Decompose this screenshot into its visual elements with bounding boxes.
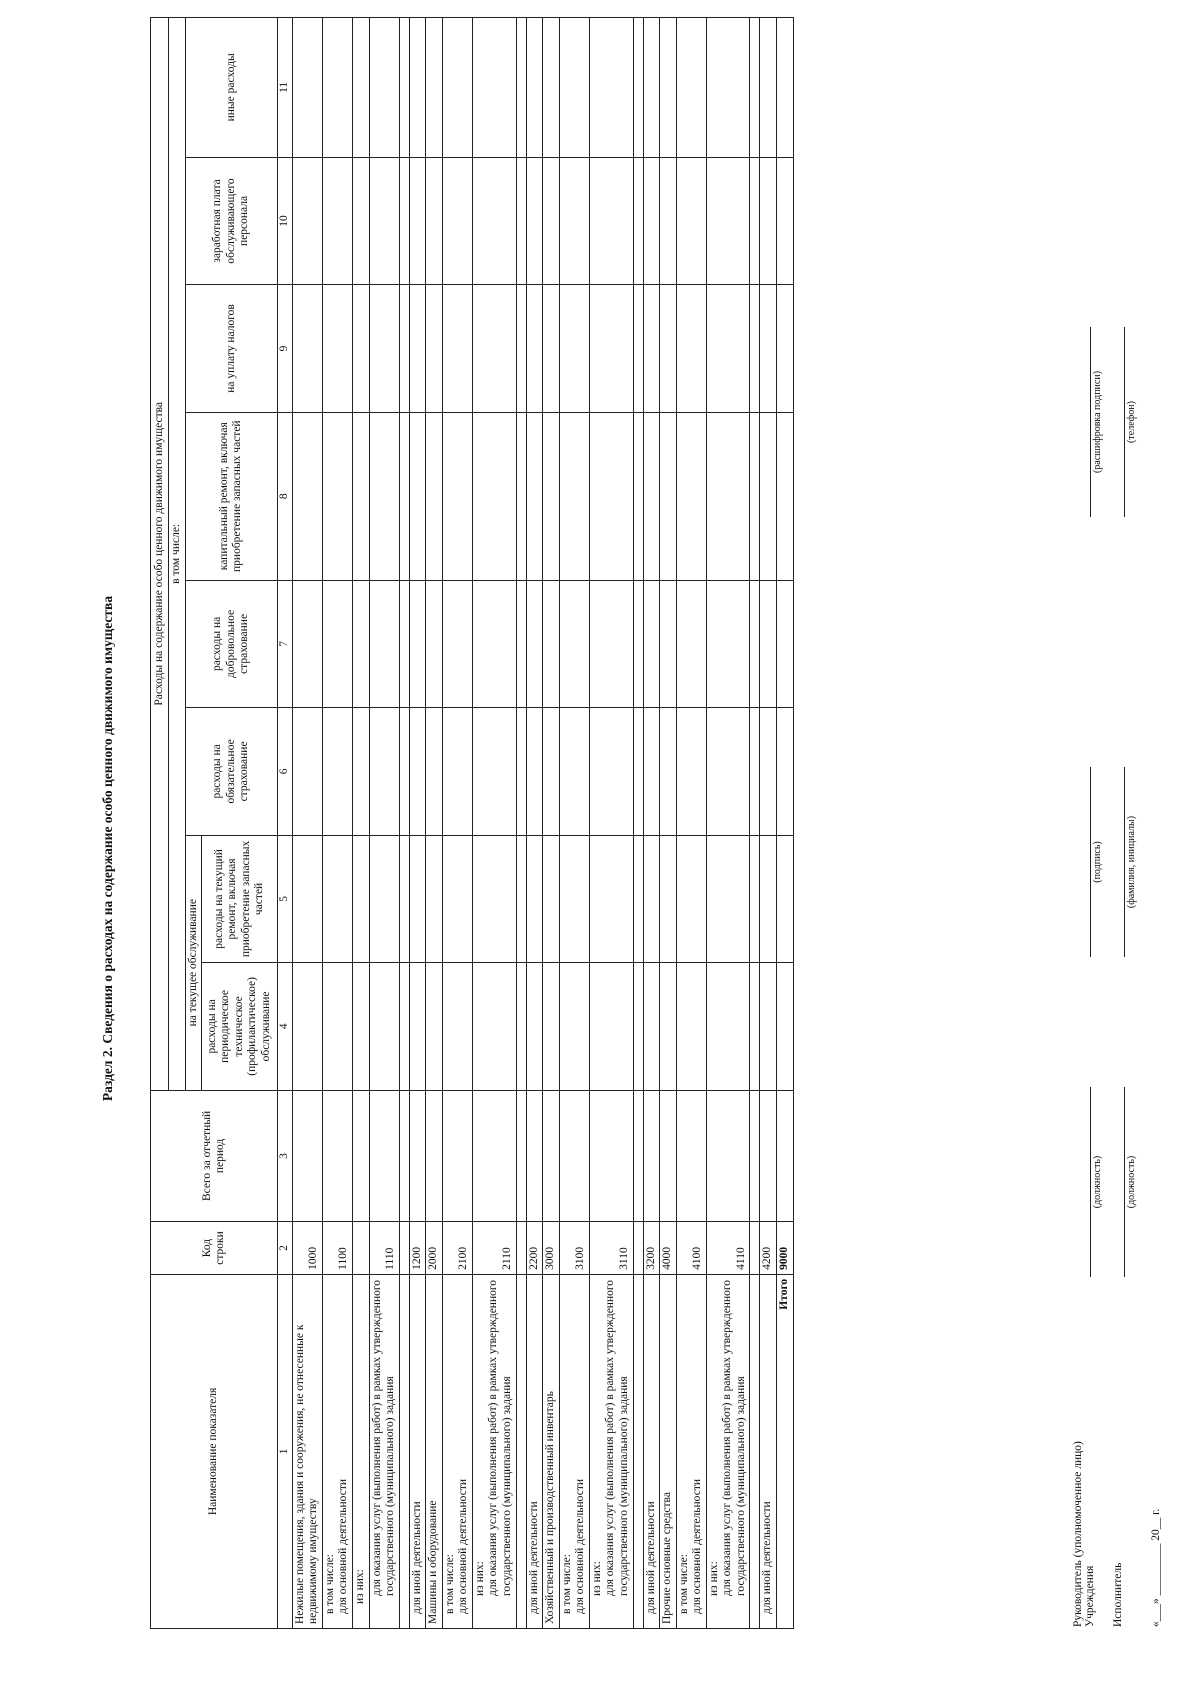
value-cell[interactable] [426,580,443,708]
row-code: 4100 [676,1222,706,1275]
value-cell[interactable] [676,963,706,1091]
value-cell[interactable] [369,963,399,1091]
header-group: Расходы на содержание особо ценного движимого имущества [151,18,169,1091]
value-cell[interactable] [660,580,677,708]
row-label: Хозяйственный и производственный инвентарь [543,1274,560,1628]
value-cell[interactable] [633,580,643,708]
value-cell[interactable] [777,580,794,708]
value-cell[interactable] [399,412,409,580]
row-code: 1110 [369,1222,399,1275]
table-row [706,18,750,1629]
table-row [760,18,777,1629]
value-cell[interactable] [526,285,543,413]
executor-name-caption: (фамилия, инициалы) [1126,815,1137,909]
value-cell[interactable] [426,157,443,285]
value-cell[interactable] [660,963,677,1091]
row-label: для иной деятельности [760,1274,777,1628]
table-row [472,18,516,1629]
value-cell[interactable] [526,963,543,1091]
value-cell[interactable] [426,1090,443,1222]
value-cell[interactable] [633,963,643,1091]
value-cell[interactable] [777,285,794,413]
value-cell[interactable] [292,708,322,836]
value-cell[interactable] [750,1090,760,1222]
value-cell[interactable] [369,412,399,580]
value-cell[interactable] [706,157,750,285]
value-cell[interactable] [750,580,760,708]
row-code: 3110 [589,1222,633,1275]
value-cell[interactable] [399,708,409,836]
header-col6: расходы на обязательное страхование [185,708,278,836]
value-cell[interactable] [352,157,369,285]
header-total: Всего за отчетный период [151,1090,278,1222]
value-cell[interactable] [559,963,589,1091]
value-cell[interactable] [442,285,472,413]
value-cell[interactable] [442,963,472,1091]
value-cell[interactable] [409,157,426,285]
header-col5: расходы на текущий ремонт, включая приобретение запасных частей [202,835,278,963]
value-cell[interactable] [777,963,794,1091]
value-cell[interactable] [760,18,777,158]
value-cell[interactable] [426,963,443,1091]
row-label: Нежилые помещения, здания и сооружения, не отнесенные к недвижимому имуществу [292,1274,322,1628]
row-code: 2110 [472,1222,516,1275]
row-label: для иной деятельности [643,1274,660,1628]
value-cell[interactable] [472,285,516,413]
value-cell[interactable] [706,1090,750,1222]
value-cell[interactable] [369,157,399,285]
value-cell[interactable] [409,835,426,963]
row-label: из них: для оказания услуг (выполнения работ) в рамках утвержденного государственного (муниципального) задания [589,1274,633,1628]
head-position-caption: (должность) [1092,1155,1103,1209]
value-cell[interactable] [760,963,777,1091]
value-cell[interactable] [322,412,352,580]
value-cell[interactable] [369,708,399,836]
value-cell[interactable] [559,580,589,708]
table-row [559,18,589,1629]
value-cell[interactable] [643,963,660,1091]
header-name: Наименование показателя [151,1274,278,1628]
value-cell[interactable] [442,835,472,963]
value-cell[interactable] [409,963,426,1091]
value-cell[interactable] [472,963,516,1091]
row-label: Машины и оборудование [426,1274,443,1628]
value-cell[interactable] [409,285,426,413]
value-cell[interactable] [543,18,560,158]
value-cell[interactable] [589,412,633,580]
value-cell[interactable] [543,157,560,285]
value-cell[interactable] [516,285,526,413]
value-cell[interactable] [559,18,589,158]
row-label [750,1274,760,1628]
column-numbers-row: 1 2 3 4 5 6 7 8 9 10 11 [278,18,293,1629]
value-cell[interactable] [543,835,560,963]
value-cell[interactable] [633,285,643,413]
value-cell[interactable] [660,157,677,285]
value-cell[interactable] [706,963,750,1091]
value-cell[interactable] [777,708,794,836]
value-cell[interactable] [352,285,369,413]
table-row [676,18,706,1629]
value-cell[interactable] [352,580,369,708]
table-row [426,18,443,1629]
value-cell[interactable] [442,708,472,836]
executor-position-caption: (должность) [1126,1155,1137,1209]
value-cell[interactable] [559,1090,589,1222]
row-code [516,1222,526,1275]
value-cell[interactable] [706,412,750,580]
row-code: 1000 [292,1222,322,1275]
executor-label: Исполнитель [1112,1562,1124,1627]
row-label [633,1274,643,1628]
value-cell[interactable] [660,1090,677,1222]
value-cell[interactable] [516,18,526,158]
value-cell[interactable] [322,1090,352,1222]
header-col9: на уплату налогов [185,285,278,413]
value-cell[interactable] [643,708,660,836]
value-cell[interactable] [516,708,526,836]
value-cell[interactable] [516,412,526,580]
value-cell[interactable] [643,835,660,963]
value-cell[interactable] [472,835,516,963]
value-cell[interactable] [777,18,794,158]
value-cell[interactable] [322,835,352,963]
header-col10: заработная плата обслуживающего персонала [185,157,278,285]
value-cell[interactable] [399,580,409,708]
value-cell[interactable] [543,963,560,1091]
value-cell[interactable] [633,18,643,158]
value-cell[interactable] [472,412,516,580]
value-cell[interactable] [409,708,426,836]
value-cell[interactable] [676,580,706,708]
value-cell[interactable] [750,835,760,963]
row-code [399,1222,409,1275]
value-cell[interactable] [760,285,777,413]
total-row [777,18,794,1629]
value-cell[interactable] [760,1090,777,1222]
value-cell[interactable] [760,580,777,708]
value-cell[interactable] [706,285,750,413]
value-cell[interactable] [633,708,643,836]
row-code: 3000 [543,1222,560,1275]
value-cell[interactable] [352,708,369,836]
value-cell[interactable] [543,708,560,836]
value-cell[interactable] [676,835,706,963]
value-cell[interactable] [516,1090,526,1222]
value-cell[interactable] [559,835,589,963]
value-cell[interactable] [706,708,750,836]
row-label: для иной деятельности [409,1274,426,1628]
row-code: 2100 [442,1222,472,1275]
value-cell[interactable] [352,412,369,580]
row-label [399,1274,409,1628]
value-cell[interactable] [589,580,633,708]
head-label: Руководитель (уполномоченное лицо) Учреждения [1072,1441,1096,1627]
value-cell[interactable] [633,1090,643,1222]
table-row [442,18,472,1629]
value-cell[interactable] [633,835,643,963]
header-subgroup: в том числе: [169,18,186,1091]
value-cell[interactable] [706,18,750,158]
value-cell[interactable] [442,1090,472,1222]
value-cell[interactable] [526,18,543,158]
row-code: 4000 [660,1222,677,1275]
value-cell[interactable] [526,412,543,580]
value-cell[interactable] [676,18,706,158]
value-cell[interactable] [472,580,516,708]
value-cell[interactable] [676,285,706,413]
value-cell[interactable] [472,18,516,158]
value-cell[interactable] [369,285,399,413]
value-cell[interactable] [643,157,660,285]
value-cell[interactable] [760,157,777,285]
value-cell[interactable] [352,18,369,158]
value-cell[interactable] [777,412,794,580]
table-row [399,18,409,1629]
header-col11: иные расходы [185,18,278,158]
value-cell[interactable] [660,708,677,836]
value-cell[interactable] [559,157,589,285]
table-row [660,18,677,1629]
value-cell[interactable] [643,18,660,158]
value-cell[interactable] [322,157,352,285]
table-row [409,18,426,1629]
table-row [322,18,352,1629]
value-cell[interactable] [322,285,352,413]
value-cell[interactable] [426,18,443,158]
value-cell[interactable] [516,580,526,708]
value-cell[interactable] [706,835,750,963]
value-cell[interactable] [676,708,706,836]
value-cell[interactable] [660,285,677,413]
value-cell[interactable] [399,285,409,413]
value-cell[interactable] [292,18,322,158]
table-row [369,18,399,1629]
value-cell[interactable] [369,18,399,158]
value-cell[interactable] [750,157,760,285]
row-label: в том числе: для основной деятельности [442,1274,472,1628]
row-code [750,1222,760,1275]
value-cell[interactable] [589,1090,633,1222]
value-cell[interactable] [409,18,426,158]
row-label: Итого [777,1274,794,1628]
row-code: 2200 [526,1222,543,1275]
row-label: для иной деятельности [526,1274,543,1628]
value-cell[interactable] [292,1090,322,1222]
row-code [633,1222,643,1275]
value-cell[interactable] [777,835,794,963]
value-cell[interactable] [472,157,516,285]
value-cell[interactable] [369,1090,399,1222]
head-signature-caption: (подпись) [1092,841,1103,883]
value-cell[interactable] [292,835,322,963]
value-cell[interactable] [676,157,706,285]
value-cell[interactable] [369,835,399,963]
value-cell[interactable] [409,580,426,708]
value-cell[interactable] [442,412,472,580]
value-cell[interactable] [516,157,526,285]
value-cell[interactable] [760,835,777,963]
head-decoding-caption: (расшифровка подписи) [1092,370,1103,474]
value-cell[interactable] [442,580,472,708]
value-cell[interactable] [399,18,409,158]
row-code [352,1222,369,1275]
row-label: Прочие основные средства [660,1274,677,1628]
row-label: в том числе: для основной деятельности [559,1274,589,1628]
value-cell[interactable] [543,1090,560,1222]
table-row [292,18,322,1629]
row-label: из них: для оказания услуг (выполнения работ) в рамках утвержденного государственного (муниципального) задания [706,1274,750,1628]
value-cell[interactable] [543,285,560,413]
row-code: 1100 [322,1222,352,1275]
expenses-table [150,17,794,1629]
value-cell[interactable] [543,580,560,708]
value-cell[interactable] [643,412,660,580]
value-cell[interactable] [589,708,633,836]
value-cell[interactable] [660,412,677,580]
value-cell[interactable] [589,285,633,413]
value-cell[interactable] [660,835,677,963]
value-cell[interactable] [322,963,352,1091]
value-cell[interactable] [760,412,777,580]
value-cell[interactable] [750,708,760,836]
table-row [352,18,369,1629]
row-code: 4110 [706,1222,750,1275]
table-row [543,18,560,1629]
value-cell[interactable] [589,963,633,1091]
value-cell[interactable] [516,963,526,1091]
value-cell[interactable] [426,285,443,413]
row-code: 3200 [643,1222,660,1275]
value-cell[interactable] [676,1090,706,1222]
value-cell[interactable] [559,285,589,413]
value-cell[interactable] [660,18,677,158]
value-cell[interactable] [543,412,560,580]
value-cell[interactable] [399,157,409,285]
table-row [526,18,543,1629]
value-cell[interactable] [633,412,643,580]
value-cell[interactable] [426,708,443,836]
value-cell[interactable] [322,18,352,158]
row-label: для оказания услуг (выполнения работ) в рамках утвержденного государственного (муниципального) задания [369,1274,399,1628]
row-label: из них: [352,1274,369,1628]
value-cell[interactable] [750,412,760,580]
value-cell[interactable] [750,963,760,1091]
value-cell[interactable] [369,580,399,708]
value-cell[interactable] [777,157,794,285]
value-cell[interactable] [292,412,322,580]
row-code: 4200 [760,1222,777,1275]
table-row [589,18,633,1629]
header-col8: капитальный ремонт, включая приобретение запасных частей [185,412,278,580]
value-cell[interactable] [706,580,750,708]
value-cell[interactable] [526,580,543,708]
value-cell[interactable] [516,835,526,963]
value-cell[interactable] [750,285,760,413]
value-cell[interactable] [750,18,760,158]
value-cell[interactable] [409,1090,426,1222]
executor-phone-caption: (телефон) [1126,401,1137,443]
value-cell[interactable] [426,412,443,580]
header-col4: расходы на периодическое техническое (профилактическое) обслуживание [202,963,278,1091]
value-cell[interactable] [409,412,426,580]
value-cell[interactable] [589,835,633,963]
value-cell[interactable] [426,835,443,963]
value-cell[interactable] [322,708,352,836]
table-row [516,18,526,1629]
value-cell[interactable] [643,580,660,708]
value-cell[interactable] [399,963,409,1091]
value-cell[interactable] [676,412,706,580]
row-label: в том числе: для основной деятельности [676,1274,706,1628]
value-cell[interactable] [526,1090,543,1222]
row-code: 3100 [559,1222,589,1275]
row-label [516,1274,526,1628]
row-code: 9000 [777,1222,794,1275]
value-cell[interactable] [399,1090,409,1222]
value-cell[interactable] [472,1090,516,1222]
value-cell[interactable] [292,963,322,1091]
value-cell[interactable] [526,708,543,836]
value-cell[interactable] [559,708,589,836]
header-current-service: на текущее обслуживание [185,835,202,1090]
value-cell[interactable] [292,285,322,413]
value-cell[interactable] [643,285,660,413]
value-cell[interactable] [760,708,777,836]
value-cell[interactable] [352,963,369,1091]
row-label: в том числе: для основной деятельности [322,1274,352,1628]
table-row [750,18,760,1629]
value-cell[interactable] [442,157,472,285]
value-cell[interactable] [559,412,589,580]
date-line: «___» _________ 20__ г. [1150,1508,1162,1627]
header-col7: расходы на добровольное страхование [185,580,278,708]
value-cell[interactable] [442,18,472,158]
value-cell[interactable] [352,835,369,963]
value-cell[interactable] [633,157,643,285]
table-row [643,18,660,1629]
value-cell[interactable] [643,1090,660,1222]
value-cell[interactable] [399,835,409,963]
value-cell[interactable] [472,708,516,836]
header-code: Код строки [151,1222,278,1275]
row-code: 2000 [426,1222,443,1275]
row-code: 1200 [409,1222,426,1275]
section-title: Раздел 2. Сведения о расходах на содержание особо ценного движимого имущества [100,595,115,1102]
value-cell[interactable] [526,835,543,963]
value-cell[interactable] [777,1090,794,1222]
value-cell[interactable] [589,157,633,285]
value-cell[interactable] [352,1090,369,1222]
value-cell[interactable] [322,580,352,708]
value-cell[interactable] [526,157,543,285]
value-cell[interactable] [292,580,322,708]
table-row [633,18,643,1629]
row-label: из них: для оказания услуг (выполнения работ) в рамках утвержденного государственного (муниципального) задания [472,1274,516,1628]
value-cell[interactable] [589,18,633,158]
value-cell[interactable] [292,157,322,285]
